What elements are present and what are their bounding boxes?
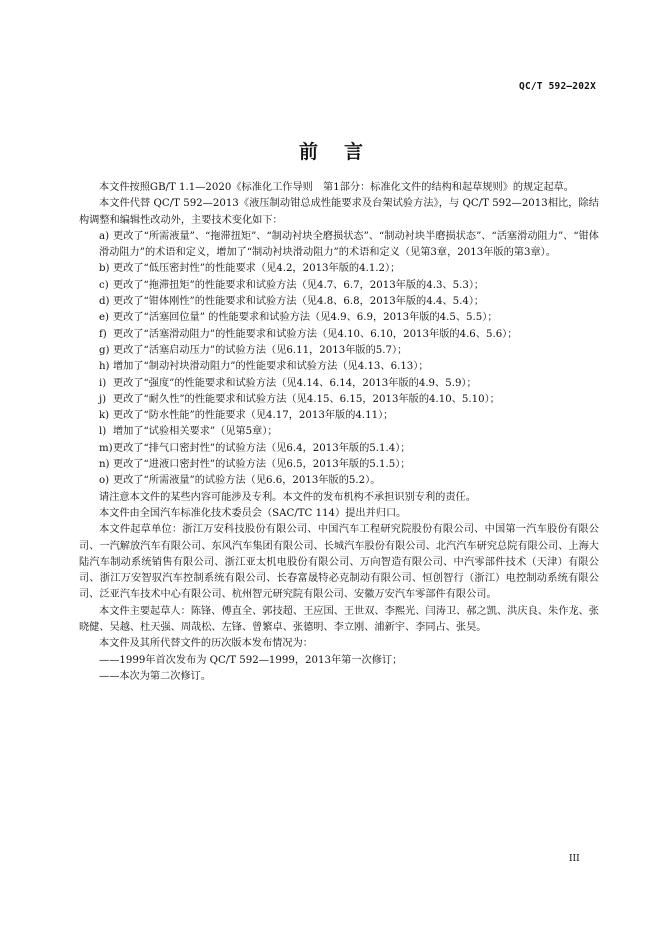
list-marker: j) [99, 393, 107, 405]
list-item [79, 408, 599, 424]
list-item [79, 457, 599, 473]
list-item [79, 376, 599, 392]
history-item: ——本次为第二次修订。 [99, 670, 212, 682]
list-item-text: 更改了“钳体刚性”的性能要求和试验方法（见4.8、6.8，2013年版的4.4、5.4）； [113, 296, 485, 308]
list-marker: d) [99, 296, 110, 308]
standard-code: QC/T 592—202X [519, 81, 596, 92]
proposer-paragraph: 本文件由全国汽车标准化技术委员会（SAC/TC 114）提出并归口。 [99, 507, 407, 519]
list-item-text: 更改了“强度”的性能要求和试验方法（见4.14、6.14，2013年版的4.9、5.9）； [113, 377, 477, 389]
list-marker: e) [99, 312, 110, 324]
list-item-text: 增加了“试验相关要求”（见第5章）； [113, 426, 278, 438]
list-marker: a) [99, 230, 110, 242]
list-item [79, 327, 599, 343]
list-item [79, 310, 599, 326]
list-item [79, 343, 599, 359]
list-marker: l) [99, 426, 107, 438]
changes-list [79, 229, 599, 490]
list-marker: o) [99, 475, 110, 487]
list-marker: f) [99, 328, 107, 340]
list-item [79, 441, 599, 457]
list-item [79, 473, 599, 489]
drafters-paragraph: 本文件主要起草人：陈锋、傅直全、郭技超、王应国、王世双、李熙光、闫涛卫、郝之凯、洪庆良、朱作龙、张晓健、吴越、杜天强、周哉松、左锋、曾繁卓、张德明、李立刚、浦新宇、李同占、张昊。 [79, 605, 599, 634]
list-item [79, 359, 599, 375]
drafting-units-paragraph: 本文件起草单位：浙江万安科技股份有限公司、中国汽车工程研究院股份有限公司、中国第一汽车股份有限公司、一汽解放汽车有限公司、东风汽车集团有限公司、长城汽车股份有限公司、北汽汽车研究总院有限公司、上海大陆汽车制动系统销售有限公司、浙江亚太机电股份有限公司、万向智造有限公司、中汽零部件技术（天津）有限公司、浙江万安智驭汽车控制系统有限公司、长春富晟特必克制动有限公司、恒创智行（浙江）电控制动系统有限公司、泛亚汽车技术中心有限公司、杭州智元研究院有限公司、安徽万安汽车零部件有限公司。 [79, 524, 599, 601]
list-marker: g) [99, 344, 110, 356]
list-marker: n) [99, 459, 110, 471]
history-item: ——1999年首次发布为 QC/T 592—1999，2013年第一次修订； [99, 654, 403, 666]
list-item-text: 更改了“拖滞扭矩”的性能要求和试验方法（见4.7、6.7，2013年版的4.3、5.3）； [113, 279, 485, 291]
list-item-text: 更改了“所需液量”、“拖滞扭矩”、“制动衬块全磨损状态”、“制动衬块半磨损状态”、“活塞滑动阻力”、“钳体滑动阻力”的术语和定义，增加了“制动衬块滑动阻力”的术语和定义（见第3章，2013年版的第3章）。 [99, 230, 599, 259]
list-item-text: 更改了“活塞启动压力”的试验方法（见6.11，2013年版的5.7）； [113, 344, 408, 356]
list-marker: b) [99, 263, 110, 275]
list-item-text: 更改了“活塞滑动阻力”的性能要求和试验方法（见4.10、6.10，2013年版的4.6、5.6）； [113, 328, 518, 340]
patent-notice: 请注意本文件的某些内容可能涉及专利。本文件的发布机构不承担识别专利的责任。 [99, 491, 476, 503]
list-item [79, 424, 599, 440]
page-number: III [569, 854, 580, 864]
list-item-text: 更改了“所需液量”的试验方法（见6.6，2013年版的5.2）。 [113, 475, 381, 487]
page-title: 前言 [298, 141, 389, 163]
list-marker: h) [99, 361, 110, 373]
document-body [79, 180, 599, 685]
list-item-text: 更改了“耐久性”的性能要求和试验方法（见4.15、6.15，2013年版的4.10、5.10）； [113, 393, 500, 405]
list-marker: c) [99, 279, 109, 291]
list-item [79, 278, 599, 294]
list-item [79, 229, 599, 262]
list-item-text: 增加了“制动衬块滑动阻力”的性能要求和试验方法（见4.13、6.13）； [113, 361, 429, 373]
list-item [79, 294, 599, 310]
list-marker: m) [99, 442, 113, 454]
list-item [79, 261, 599, 277]
list-item-text: 更改了“低压密封性”的性能要求（见4.2，2013年版的4.1.2）； [113, 263, 401, 275]
history-intro: 本文件及其所代替文件的历次版本发布情况为： [99, 638, 313, 650]
list-item-text: 更改了“活塞回位量” 的性能要求和试验方法（见4.9、6.9，2013年版的4.5、5.5）； [113, 312, 498, 324]
intro-paragraph: 本文件按照GB/T 1.1—2020《标准化工作导则 第1部分：标准化文件的结构和起草规则》的规定起草。 [99, 182, 575, 193]
list-marker: i) [99, 377, 107, 389]
replacement-paragraph: 本文件代替 QC/T 592—2013《液压制动钳总成性能要求及台架试验方法》，与 QC/T 592—2013相比，除结构调整和编辑性改动外，主要技术变化如下： [79, 198, 599, 226]
list-item-text: 更改了“进液口密封性”的试验方法（见6.5，2013年版的5.1.5）； [113, 459, 411, 471]
list-item-text: 更改了“排气口密封性”的试验方法（见6.4，2013年版的5.1.4）； [113, 442, 411, 454]
list-item [79, 392, 599, 408]
list-marker: k) [99, 410, 110, 422]
list-item-text: 更改了“防水性能”的性能要求（见4.17，2013年版的4.11）； [113, 410, 394, 422]
